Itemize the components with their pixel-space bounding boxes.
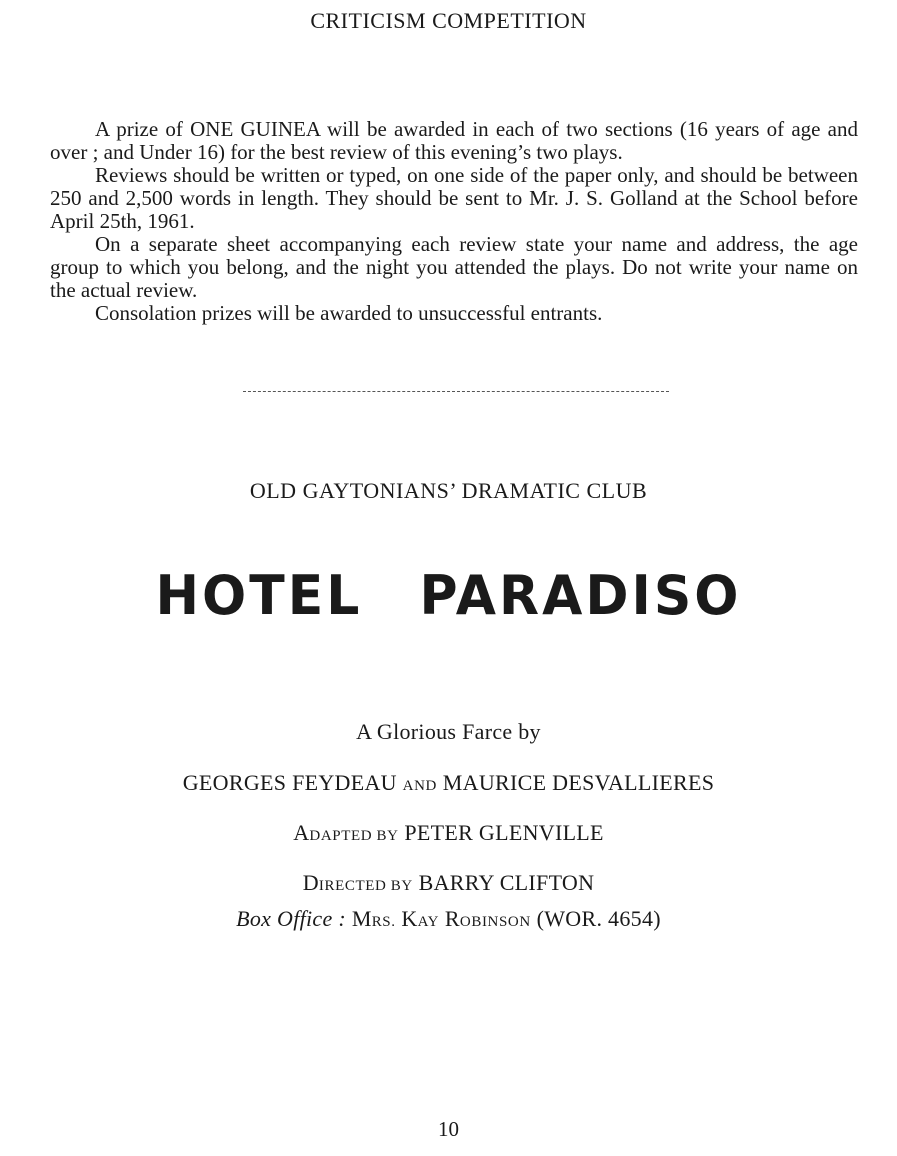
rules-paragraph-format: Reviews should be written or typed, on one side of the paper only, and should be between 250 and 2,500 words in length. They should be sent to Mr. J. S. Golland at the School before April 25th, 1961. bbox=[50, 163, 858, 233]
play-authors bbox=[0, 770, 897, 796]
box-office-contact bbox=[352, 906, 531, 931]
competition-title: CRITICISM COMPETITION bbox=[310, 8, 587, 33]
contact-initial-r: R bbox=[444, 906, 460, 931]
adapter-name: PETER GLENVILLE bbox=[404, 820, 604, 845]
section-divider bbox=[243, 391, 669, 392]
contact-first-rest: AY bbox=[417, 914, 440, 930]
contact-initial-m: M bbox=[351, 906, 372, 931]
page-number: 10 bbox=[438, 1117, 459, 1141]
director-name: BARRY CLIFTON bbox=[418, 870, 595, 895]
rules-paragraph-consolation: Consolation prizes will be awarded to unsuccessful entrants. bbox=[95, 301, 603, 325]
directed-prefix-initial: D bbox=[302, 870, 319, 895]
club-name: OLD GAYTONIANS’ DRAMATIC CLUB bbox=[249, 478, 648, 503]
contact-title-rest: RS. bbox=[371, 914, 396, 930]
directed-prefix-rest: IRECTED BY bbox=[318, 878, 413, 894]
author-feydeau: GEORGES FEYDEAU bbox=[182, 770, 397, 795]
adapted-prefix-rest: DAPTED BY bbox=[309, 828, 399, 844]
rules-paragraph-sheet: On a separate sheet accompanying each review state your name and address, the age group to which you belong, and the night you attended the plays. Do not write your name on the actual review. bbox=[50, 232, 858, 302]
box-office-phone: (WOR. 4654) bbox=[536, 906, 661, 931]
contact-initial-k: K bbox=[401, 906, 418, 931]
rules-paragraph-prize: A prize of ONE GUINEA will be awarded in each of two sections (16 years of age and over ; and Under 16) for the best review of this evening’s two plays. bbox=[50, 117, 858, 164]
adapted-by-line bbox=[0, 820, 897, 846]
author-desvallieres: MAURICE DESVALLIERES bbox=[442, 770, 715, 795]
box-office-line bbox=[0, 906, 897, 932]
contact-last-rest: OBINSON bbox=[459, 914, 531, 930]
authors-joiner: AND bbox=[402, 778, 437, 794]
adapted-prefix-initial: A bbox=[293, 820, 310, 845]
competition-rules bbox=[50, 118, 858, 325]
directed-by-line bbox=[0, 870, 897, 896]
play-subtitle: A Glorious Farce by bbox=[356, 719, 541, 744]
play-title: HOTEL PARADISO bbox=[155, 564, 742, 628]
box-office-label: Box Office : bbox=[236, 906, 346, 931]
